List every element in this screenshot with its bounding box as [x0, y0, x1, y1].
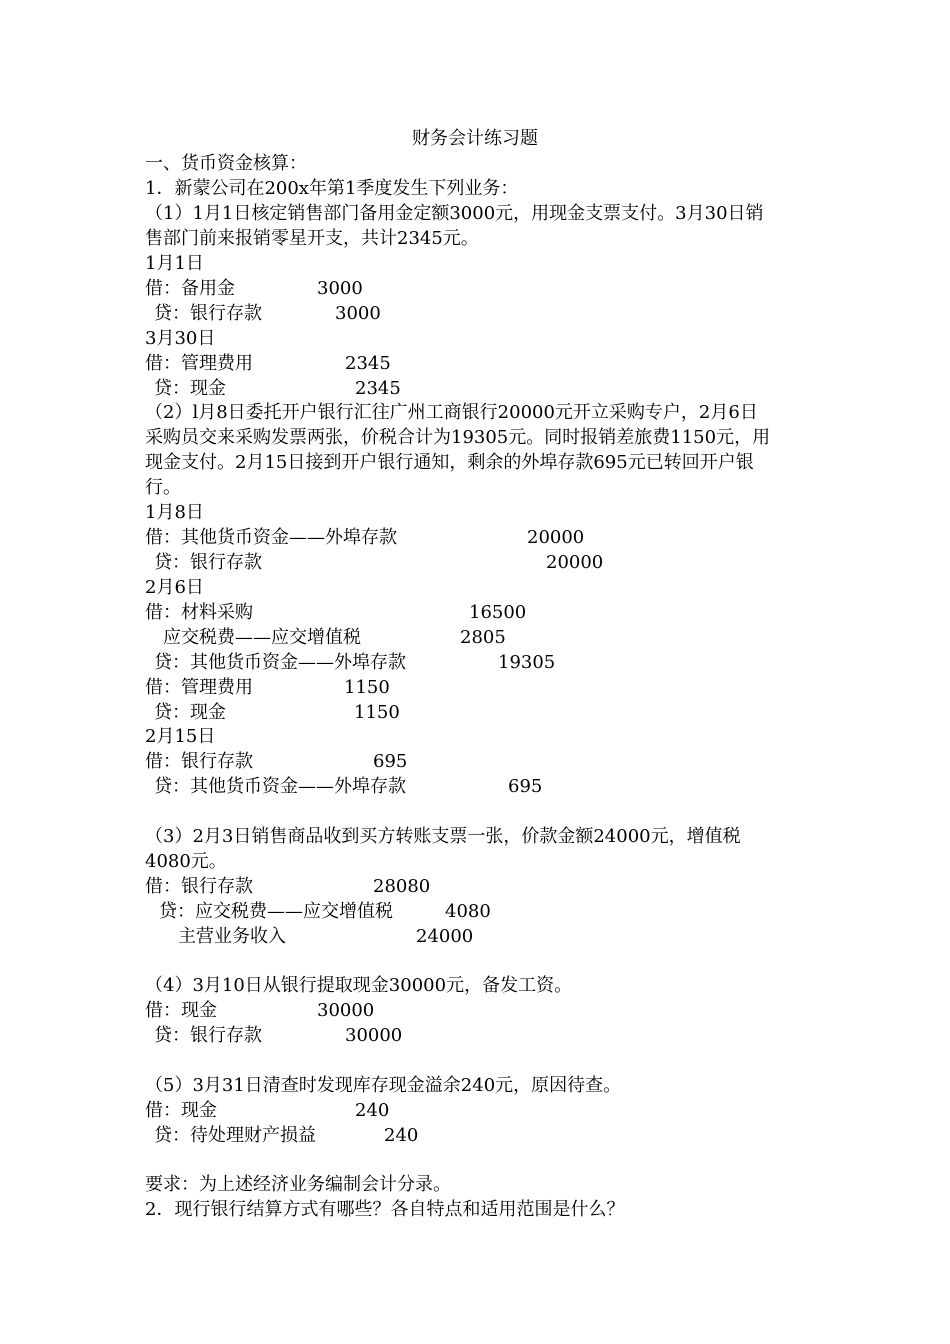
item-3-text-line: 4080元。	[145, 851, 227, 872]
amount: 16500	[469, 602, 527, 623]
amount: 24000	[416, 926, 474, 947]
amount: 30000	[345, 1025, 403, 1046]
amount: 28080	[373, 876, 431, 897]
item-2-text-line: 采购员交来采购发票两张，价税合计为19305元。同时报销差旅费1150元，用	[145, 427, 771, 448]
amount: 3000	[335, 303, 381, 324]
account-label: 贷：其他货币资金——外埠存款	[154, 776, 406, 797]
question-1: 1．新蒙公司在200x年第1季度发生下列业务：	[145, 178, 519, 199]
amount: 2345	[355, 378, 401, 399]
item-1-text-line: （1）1月1日核定销售部门备用金定额3000元，用现金支票支付。3月30日销	[145, 203, 764, 224]
account-label: 借：其他货币资金——外埠存款	[145, 527, 397, 548]
account-label: 借：备用金	[145, 278, 235, 299]
amount: 30000	[317, 1000, 375, 1021]
entry-date: 2月15日	[145, 726, 216, 747]
account-label: 贷：待处理财产损益	[154, 1125, 316, 1146]
account-label: 贷：银行存款	[154, 552, 262, 573]
account-label: 借：管理费用	[145, 353, 253, 374]
amount: 240	[384, 1125, 419, 1146]
item-5-text-line: （5）3月31日清查时发现库存现金溢余240元，原因待查。	[145, 1075, 622, 1096]
account-label: 贷：应交税费——应交增值税	[159, 901, 393, 922]
amount: 1150	[354, 702, 400, 723]
account-label: 借：银行存款	[145, 876, 253, 897]
account-label: 贷：银行存款	[154, 1025, 262, 1046]
amount: 2805	[460, 627, 506, 648]
amount: 20000	[546, 552, 604, 573]
document-title: 财务会计练习题	[412, 128, 538, 149]
account-label: 主营业务收入	[178, 926, 286, 947]
account-label: 贷：现金	[154, 378, 226, 399]
entry-date: 1月1日	[145, 253, 204, 274]
amount: 240	[355, 1100, 390, 1121]
section-heading: 一、货币资金核算：	[145, 153, 307, 174]
item-4-text-line: （4）3月10日从银行提取现金30000元，备发工资。	[145, 975, 573, 996]
account-label: 应交税费——应交增值税	[163, 627, 361, 648]
amount: 695	[373, 751, 408, 772]
item-1-text-line: 售部门前来报销零星开支，共计2345元。	[145, 228, 479, 249]
entry-date: 2月6日	[145, 577, 204, 598]
amount: 1150	[344, 677, 390, 698]
requirement-text: 要求：为上述经济业务编制会计分录。	[145, 1174, 451, 1195]
amount: 695	[508, 776, 543, 797]
amount: 3000	[317, 278, 363, 299]
item-2-text-line: （2）l月8日委托开户银行汇往广州工商银行20000元开立采购专户，2月6日	[145, 402, 758, 423]
amount: 19305	[498, 652, 556, 673]
account-label: 贷：其他货币资金——外埠存款	[154, 652, 406, 673]
item-2-text-line: 现金支付。2月15日接到开户银行通知，剩余的外埠存款695元已转回开户银	[145, 452, 754, 473]
account-label: 借：管理费用	[145, 677, 253, 698]
account-label: 借：现金	[145, 1100, 217, 1121]
account-label: 借：现金	[145, 1000, 217, 1021]
item-2-text-line: 行。	[145, 477, 181, 498]
amount: 4080	[445, 901, 491, 922]
account-label: 借：材料采购	[145, 602, 253, 623]
account-label: 借：银行存款	[145, 751, 253, 772]
amount: 2345	[345, 353, 391, 374]
account-label: 贷：银行存款	[154, 303, 262, 324]
account-label: 贷：现金	[154, 702, 226, 723]
item-3-text-line: （3）2月3日销售商品收到买方转账支票一张，价款金额24000元，增值税	[145, 826, 741, 847]
amount: 20000	[527, 527, 585, 548]
entry-date: 3月30日	[145, 328, 216, 349]
entry-date: 1月8日	[145, 502, 204, 523]
question-2: 2．现行银行结算方式有哪些？各自特点和适用范围是什么？	[145, 1199, 625, 1220]
